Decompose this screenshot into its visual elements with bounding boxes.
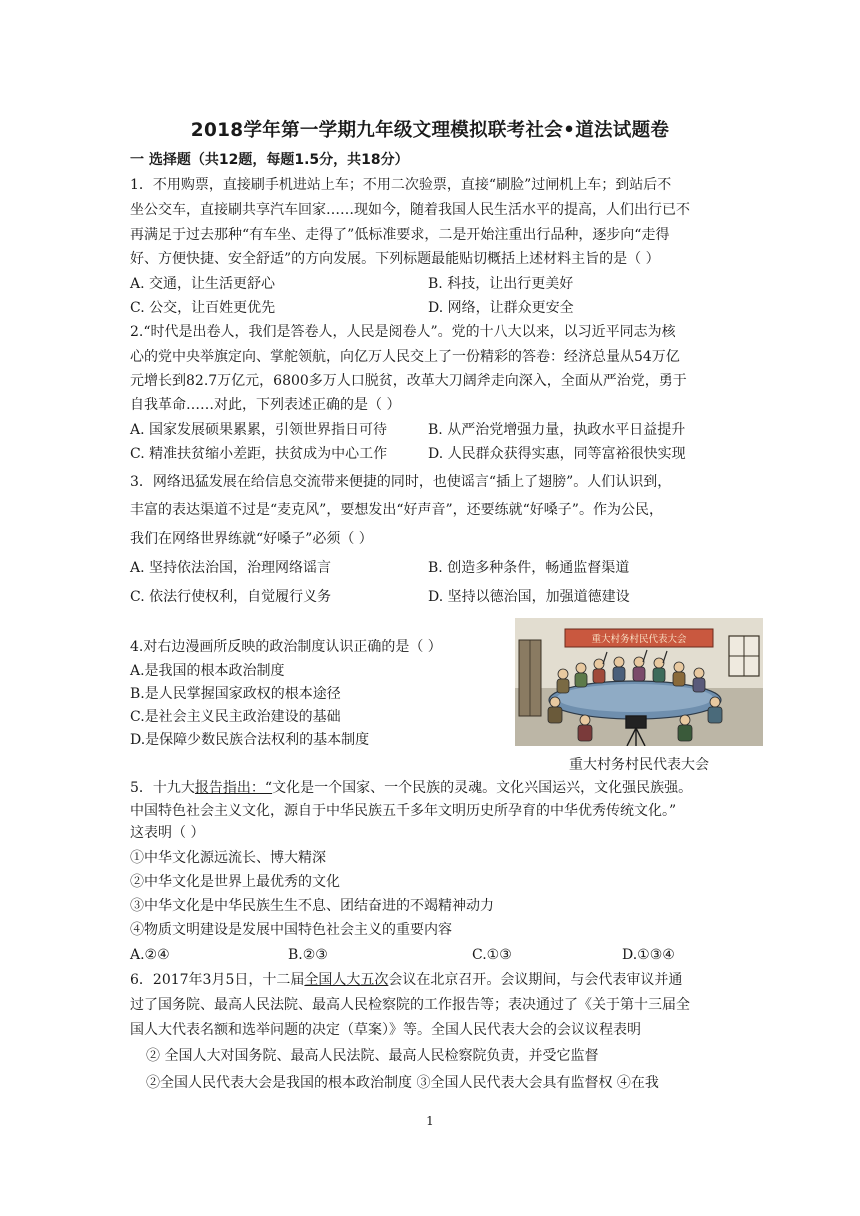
cartoon-caption: 重大村务村民代表大会 xyxy=(569,757,709,773)
q3-option-a: A. 坚持依法治国，治理网络谣言 xyxy=(130,560,332,576)
q5-option-c: C.①③ xyxy=(472,947,512,963)
q4-option-a: A.是我国的根本政治制度 xyxy=(130,663,285,679)
q1-line-4: 好、方便快捷、安全舒适”的方向发展。下列标题最能贴切概括上述材料主旨的是（ ） xyxy=(130,251,660,267)
q5-option-d: D.①③④ xyxy=(622,947,675,963)
q1-option-c: C. 公交，让百姓更优先 xyxy=(130,300,276,316)
section-header: 一 选择题（共12题，每题1.5分，共18分） xyxy=(130,152,409,168)
page-number: 1 xyxy=(426,1114,434,1128)
q5-item-4: ④物质文明建设是发展中国特色社会主义的重要内容 xyxy=(130,922,452,938)
q2-line-1: 2.“时代是出卷人，我们是答卷人，人民是阅卷人”。党的十八大以来，以习近平同志为核 xyxy=(130,324,676,340)
q5-line-1-prefix: 5．十九大 xyxy=(130,780,195,796)
q4-option-b: B.是人民掌握国家政权的根本途径 xyxy=(130,686,341,702)
q2-options-row-2 xyxy=(130,444,740,464)
q5-item-1: ①中华文化源远流长、博大精深 xyxy=(130,850,326,866)
q1-options-row-2 xyxy=(130,298,740,318)
q6-line-1-prefix: 6．2017年3月5日，十二届 xyxy=(130,972,305,988)
q6-line-1 xyxy=(130,970,682,990)
q2-options-row-1 xyxy=(130,420,740,440)
q3-options-row-2 xyxy=(130,587,740,607)
q3-options-row-1 xyxy=(130,558,740,578)
q2-option-d: D. 人民群众获得实惠，同等富裕很快实现 xyxy=(428,446,686,462)
q1-options-row-1 xyxy=(130,274,740,294)
q3-line-1: 3．网络迅猛发展在给信息交流带来便捷的同时，也使谣言“插上了翅膀”。人们认识到， xyxy=(130,474,672,490)
q1-line-3: 再满足于过去那种“有车坐、走得了”低标准要求，二是开始注重出行品种，逐步向“走得 xyxy=(130,227,670,243)
q6-item-1: ② 全国人大对国务院、最高人民法院、最高人民检察院负责，并受它监督 xyxy=(146,1048,599,1064)
q5-line-1-suffix: 文化是一个国家、一个民族的灵魂。文化兴国运兴，文化强民族强。 xyxy=(272,780,693,796)
q5-option-b: B.②③ xyxy=(288,947,328,963)
q4-option-c: C.是社会主义民主政治建设的基础 xyxy=(130,709,341,725)
q2-option-a: A. 国家发展硕果累累，引领世界指日可待 xyxy=(130,422,388,438)
q3-option-b: B. 创造多种条件，畅通监督渠道 xyxy=(428,560,630,576)
q1-line-1: 1．不用购票，直接刷手机进站上车；不用二次验票，直接“刷脸”过闸机上车；到站后不 xyxy=(130,177,672,193)
q5-line-1-underlined: 报告指出：“ xyxy=(194,780,273,796)
q5-line-1 xyxy=(130,778,692,798)
q2-line-2: 心的党中央举旗定向、掌舵领航，向亿万人民交上了一份精彩的答卷：经济总量从54万亿 xyxy=(130,349,680,365)
q1-option-b: B. 科技，让出行更美好 xyxy=(428,276,574,292)
q1-line-2: 坐公交车，直接刷共享汽车回家……现如今，随着我国人民生活水平的提高，人们出行已不 xyxy=(130,202,690,218)
q6-line-3: 国人大代表名额和选举问题的决定（草案）》等。全国人民代表大会的会议议程表明 xyxy=(130,1022,641,1038)
exam-title: 2018学年第一学期九年级文理模拟联考社会•道法试题卷 xyxy=(190,120,670,141)
q1-option-a: A. 交通，让生活更舒心 xyxy=(130,276,276,292)
q2-line-4: 自我革命……对此，下列表述正确的是（ ） xyxy=(130,397,401,413)
q5-item-3: ③中华文化是中华民族生生不息、团结奋进的不竭精神动力 xyxy=(130,898,494,914)
q4-option-d: D.是保障少数民族合法权利的基本制度 xyxy=(130,732,370,748)
q3-line-2: 丰富的表达渠道不过是“麦克风”，要想发出“好声音”，还要练就“好嗓子”。作为公民， xyxy=(130,502,663,518)
q5-line-3: 这表明（ ） xyxy=(130,825,205,841)
q3-option-d: D. 坚持以德治国，加强道德建设 xyxy=(428,589,630,605)
q5-line-2: 中国特色社会主义文化，源自于中华民族五千多年文明历史所孕育的中华优秀传统文化。” xyxy=(130,803,677,819)
cartoon-banner-text: 重大村务村民代表大会 xyxy=(591,634,687,645)
q3-line-3: 我们在网络世界练就“好嗓子”必须（ ） xyxy=(130,531,373,547)
q6-item-2: ②全国人民代表大会是我国的根本政治制度 ③全国人民代表大会具有监督权 ④在我 xyxy=(146,1075,659,1091)
q6-line-1-suffix: 会议在北京召开。会议期间，与会代表审议并通 xyxy=(388,972,683,988)
q6-line-2: 过了国务院、最高人民法院、最高人民检察院的工作报告等；表决通过了《关于第十三届全 xyxy=(130,997,690,1013)
q4-stem: 4.对右边漫画所反映的政治制度认识正确的是（ ） xyxy=(130,639,442,655)
q3-option-c: C. 依法行使权利，自觉履行义务 xyxy=(130,589,332,605)
q5-item-2: ②中华文化是世界上最优秀的文化 xyxy=(130,874,340,890)
q6-line-1-underlined: 全国人大五次 xyxy=(304,972,389,988)
q5-option-a: A.②④ xyxy=(130,947,170,963)
q1-option-d: D. 网络，让群众更安全 xyxy=(428,300,574,316)
q2-option-b: B. 从严治党增强力量，执政水平日益提升 xyxy=(428,422,686,438)
q2-option-c: C. 精准扶贫缩小差距，扶贫成为中心工作 xyxy=(130,446,388,462)
q2-line-3: 元增长到82.7万亿元，6800多万人口脱贫，改革大刀阔斧走向深入，全面从严治党，勇于 xyxy=(130,373,687,389)
village-meeting-cartoon xyxy=(515,618,763,746)
